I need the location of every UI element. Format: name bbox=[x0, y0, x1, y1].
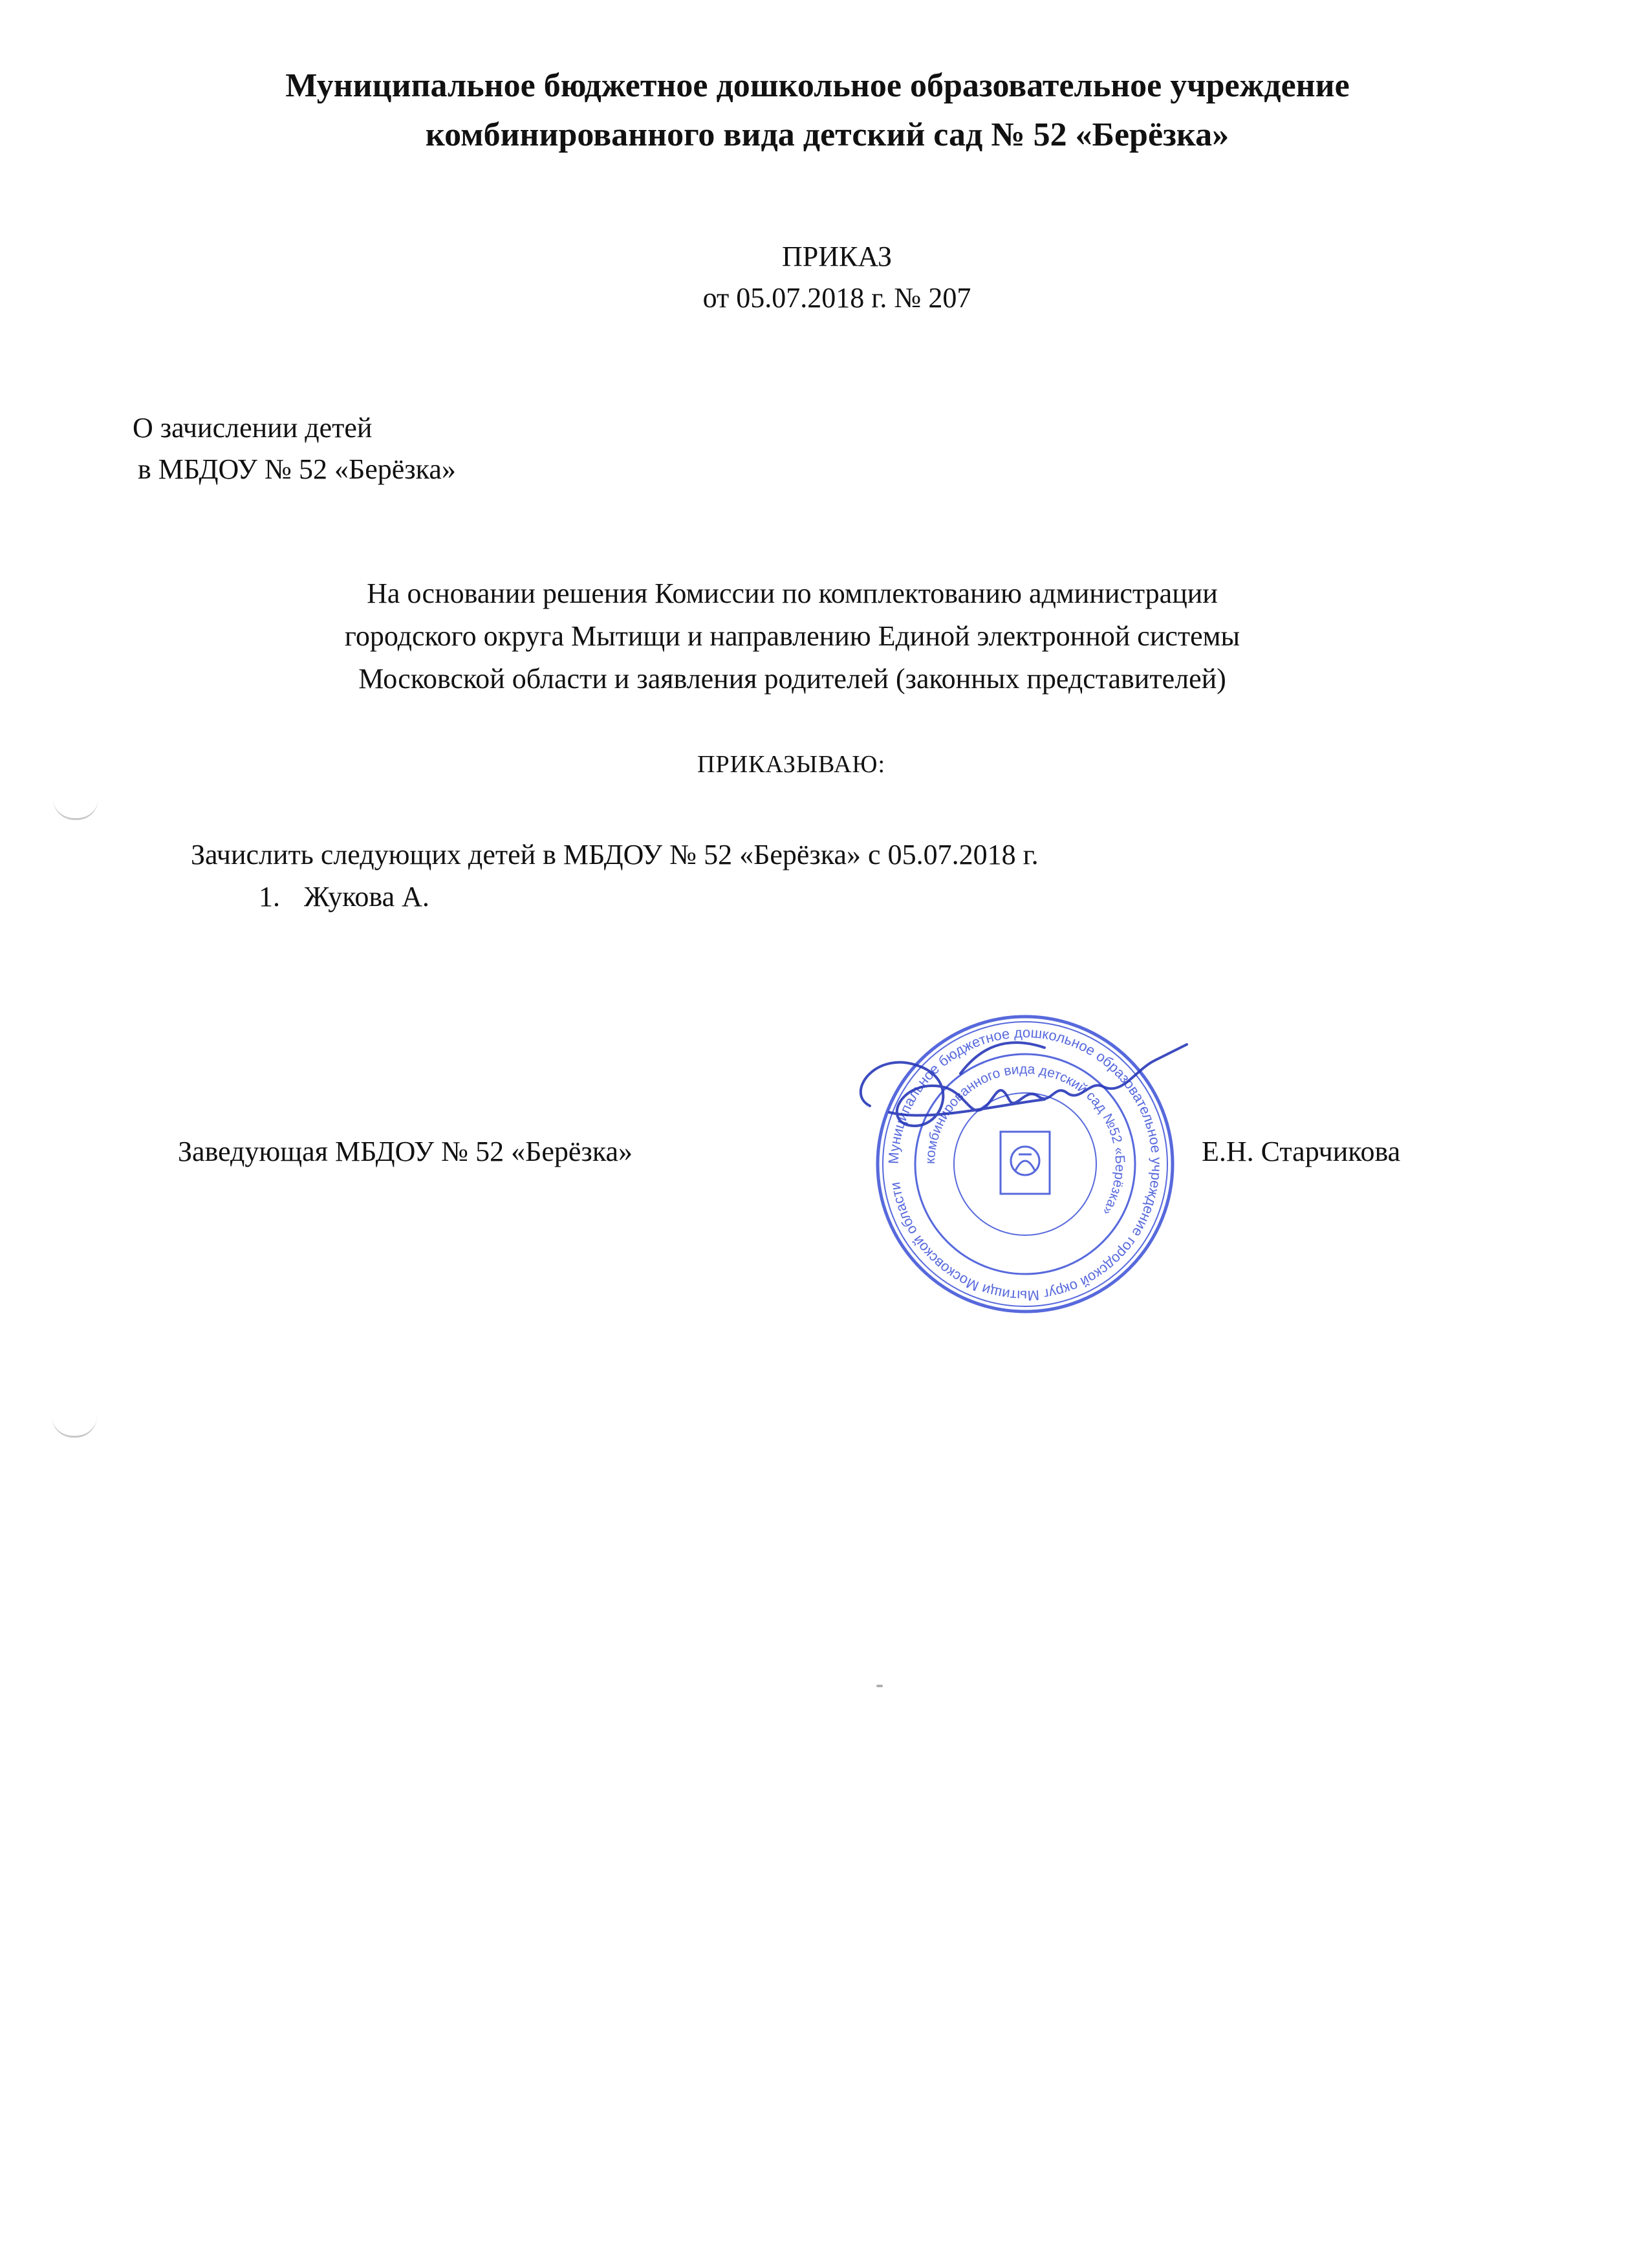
punch-hole-mark bbox=[53, 799, 98, 820]
signatory-role: Заведующая МБДОУ № 52 «Берёзка» bbox=[178, 1136, 633, 1167]
signatory-name: Е.Н. Старчикова bbox=[1202, 1136, 1401, 1167]
children-list bbox=[259, 876, 429, 918]
order-title: ПРИКАЗ bbox=[781, 241, 893, 272]
stamp-emblem bbox=[1001, 1132, 1050, 1194]
scan-speck bbox=[876, 1685, 883, 1687]
subject-line1: О зачислении детей bbox=[133, 412, 373, 444]
order-date-number: от 05.07.2018 г. № 207 bbox=[702, 282, 971, 314]
order-command: ПРИКАЗЫВАЮ: bbox=[697, 751, 886, 778]
punch-hole-mark bbox=[52, 1416, 97, 1438]
enroll-statement: Зачислить следующих детей в МБДОУ № 52 «Берёзка» с 05.07.2018 г. bbox=[191, 839, 1039, 870]
list-item-number: 1. bbox=[259, 881, 280, 913]
basis-line1: На основании решения Комиссии по комплектованию администрации bbox=[367, 578, 1218, 609]
basis-line2: городского округа Мытищи и направлению Единой электронной системы bbox=[344, 620, 1240, 652]
institution-name-line1: Муниципальное бюджетное дошкольное образовательное учреждение bbox=[285, 67, 1350, 104]
institution-header bbox=[0, 61, 1635, 160]
child-name: Жукова А. bbox=[304, 881, 429, 913]
institution-name-line2: комбинированного вида детский сад № 52 «Берёзка» bbox=[425, 116, 1229, 153]
stamp-inner-text: комбинированного вида детский сад №52 «Берёзка» bbox=[922, 1061, 1128, 1218]
order-basis bbox=[162, 572, 1423, 700]
subject-line2: в МБДОУ № 52 «Берёзка» bbox=[138, 453, 456, 485]
list-item bbox=[259, 876, 429, 918]
basis-line3: Московской области и заявления родителей (законных представителей) bbox=[358, 663, 1226, 695]
order-heading bbox=[0, 236, 1635, 319]
stamp-outer-text: Муниципальное бюджетное дошкольное образовательное учреждение городской округ Мытищи Московской области bbox=[885, 1024, 1165, 1304]
order-subject bbox=[133, 407, 456, 490]
official-stamp bbox=[831, 1009, 1193, 1319]
stamp-rings bbox=[878, 1017, 1173, 1312]
